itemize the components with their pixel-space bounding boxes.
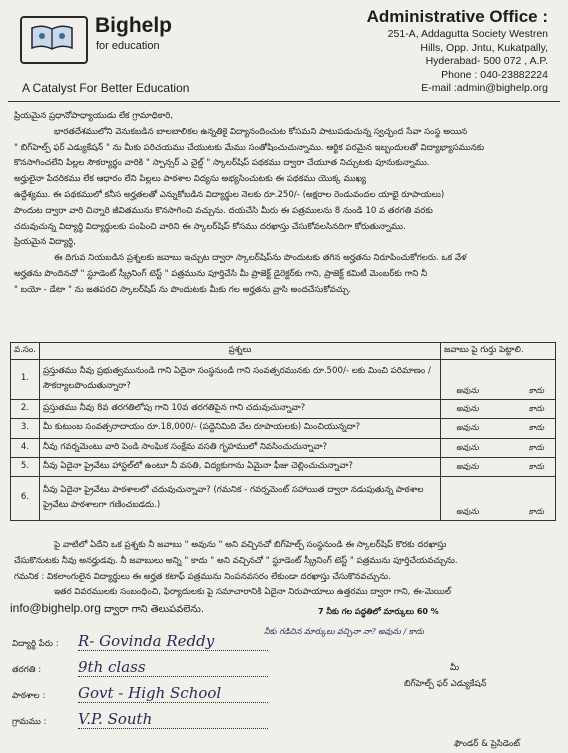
village-row [12, 712, 292, 738]
sign-organisation: బిగ్‌హెల్ప్ ఫర్ ఎడ్యుకేషన్ [404, 679, 487, 689]
header-divider [8, 101, 560, 102]
letter-body [14, 109, 554, 299]
answer-yes-option[interactable]: అవును [456, 403, 479, 413]
question-text: నీవు ఏదైనా ప్రైవేటు హాస్టల్‌లో ఉంటూ నీ వసతి, విద్యకుగాను ఏమైనా ఫీజు చెల్లించుచున్నావా? [40, 457, 441, 476]
contact-line-rest: ద్వారా గాని తెలుపవలెను. [100, 604, 205, 615]
office-line: 251-A, Addagutta Society Westren [387, 28, 548, 40]
salutation-headmaster: ప్రియమైన ప్రధానోపాధ్యాయుడు లేక గ్రామాధికారి, [14, 111, 174, 121]
class-row [12, 660, 292, 686]
column-header-number: వ.సం. [11, 343, 40, 360]
paragraph-line: అర్హులైనా పేదరికము లేక ఆధారం లేని పిల్లలు పాఠశాల విద్యను అభ్యసించుటకు ఈ పథకము యొక్క ముఖ్య [14, 174, 366, 185]
paragraph-line: " బయో - డేటా " ను జతపరచి స్కాలర్‌షిప్ ను పొందుటకు మీకు గల అర్హతను వ్రాసి అందచేసుకోవచ్చు. [14, 284, 352, 295]
tagline: A Catalyst For Better Education [22, 81, 190, 95]
answer-yes-option[interactable]: అవును [456, 386, 479, 395]
brand-name: Bighelp [95, 14, 172, 37]
answer-no-option[interactable]: కాదు [528, 461, 544, 471]
question-text: నీవు గవర్నమెంటు వారి పెండి సాంఘిక సంక్షేమ వసతి గృహములో నివసించుచున్నావా? [40, 438, 441, 457]
paragraph-line: ఉద్దేశ్యము. ఈ పథకములో కనీస అర్హతలతో ఎన్నుకోబడిన విద్యార్థుల నెలకు రూ.250/- (అక్షరాల రెండువందల యాభై రూపాయలు) [14, 189, 445, 200]
row-number: 4. [11, 438, 40, 457]
question-text: ప్రస్తుతము నీవు 8వ తరగతిలోపు గాని 10వ తరగతిపైన గాని చదువుచున్నావా? [40, 399, 441, 418]
answer-yes-option[interactable]: అవును [456, 423, 479, 433]
answer-no-option[interactable]: కాదు [528, 423, 544, 433]
row-number: 3. [11, 418, 40, 438]
question-text: ప్రస్తుతము నీవు ప్రభుత్వమునుండి గాని ఏదైనా సంస్థనుండి గాని సంవత్సరమునకు రూ.500/- లకు మించి పరిమాణం / సౌకర్యాలపొందుతున్నారా? [40, 359, 441, 399]
contact-line [10, 601, 204, 618]
question-text: నీవు ఏదైనా ప్రైవేటు పాఠశాలలో చదువుచున్నావా? (గమనిక - గవర్నమెంట్ సహాయిత ద్వారా నడుపుతున్న పాఠశాల ప్రైవేటు పాఠశాలగా గణించబడదు.) [40, 476, 441, 520]
answer-no-option[interactable]: కాదు [528, 507, 544, 516]
paragraph-line: ఈ దిగువ నియబడిన ప్రశ్నలకు జవాబు ఇచ్చుట ద్వారా స్కాలర్‌షిప్‌ను పొందుటకు తగిన అర్హతను నిరూపించుకోగలరు. ఒక వేళ [54, 253, 467, 264]
answer-no-option[interactable]: కాదు [528, 442, 544, 452]
student-details [12, 634, 292, 738]
book-logo-icon [30, 24, 74, 50]
sign-role: ఫౌండర్ & ప్రెసిడెంట్ [454, 739, 520, 749]
paragraph-line: కొనసాగించలేని పిల్లల సౌకర్యార్థం వారికి " స్పాన్సర్ ఎ చైల్డ్ " స్కాలర్‌షిప్ పథకము ద్వారా చేయూత నిచ్చుటకు పూనుకున్నాము. [14, 158, 430, 169]
table-row [11, 399, 556, 418]
table-row [11, 359, 556, 399]
row-number: 1. [11, 359, 40, 399]
field-label: గ్రామము : [12, 717, 47, 727]
answer-yes-option[interactable]: అవును [456, 461, 479, 471]
table-row [11, 476, 556, 520]
school-row [12, 686, 292, 712]
class-value[interactable]: 9th class [78, 660, 268, 677]
office-title: Administrative Office : [366, 7, 548, 26]
marks-question: నీకు గడిచిన మార్కులు వచ్చినా నా? అవును / కాదు [264, 627, 425, 636]
paragraph-line: పొందుట ద్వారా వారి చిన్నారి జీవితమును కొనసాగించి వచ్చును. దయచేసి మీరు ఈ పత్రములను 8 నుండి 10 వ తరగతి వరకు [14, 205, 433, 216]
answer-no-option[interactable]: కాదు [528, 403, 544, 413]
marks-note: 7 నీకు గల పద్ధతిలో మార్కులు 60 % [318, 607, 439, 616]
sign-yours: మీ [450, 663, 460, 673]
office-line: Hyderabad- 500 072 , A.P. [425, 55, 548, 67]
field-label: తరగతి : [12, 665, 42, 675]
student-name-row [12, 634, 292, 660]
answer-yes-option[interactable]: అవును [456, 507, 479, 516]
answer-no-option[interactable]: కాదు [528, 386, 544, 395]
row-number: 2. [11, 399, 40, 418]
eligibility-table [10, 342, 556, 521]
instruction-line: పై వాటిలో ఏదేని ఒక ప్రశ్నకు నీ జవాబు " అవును " అని వచ్చినచో బిగ్‌హెల్ప్ సంస్థనుండి ఈ స్కాలర్‌షిప్ కొరకు దరఖాస్తు [54, 540, 447, 550]
office-email: E-mail :admin@bighelp.org [421, 82, 548, 94]
salutation-student: ప్రియమైన విద్యార్థి, [14, 237, 76, 248]
note-line: గమనిక : వికలాంగులైన విద్యార్థులు ఈ అర్హత కటాఫ్ పత్రమును నింపనవసరం లేకుండా దరఖాస్తు చేసుకొనవచ్చును. [14, 571, 391, 582]
table-row [11, 457, 556, 476]
instructions-block [14, 538, 554, 601]
office-phone: Phone : 040-23882224 [441, 68, 548, 81]
office-line: Hills, Opp. Jntu, Kukatpally, [420, 41, 548, 54]
office-address [367, 6, 548, 96]
student-name-value[interactable]: R- Govinda Reddy [78, 634, 268, 651]
table-row [11, 438, 556, 457]
field-label: పాఠశాల : [12, 691, 46, 701]
field-label: విద్యార్థి పేరు : [12, 639, 59, 649]
column-header-questions: ప్రశ్నలు [40, 343, 441, 360]
brand-subtitle: for education [96, 40, 160, 52]
paragraph-line: భారతదేశములోని వెనుకబడిన బాలబాలికల ఉన్నతికై విద్యానందించుట కోసమని పాటుపడుచున్న స్వచ్ఛంద సేవా సంస్థ అయిన [54, 126, 468, 137]
column-header-answer: జవాబు పై గుర్తు పెట్టాలి. [441, 343, 556, 360]
row-number: 5. [11, 457, 40, 476]
row-number: 6. [11, 476, 40, 520]
instruction-line: ఇతర వివరములకు సంబంధించి, ఫిర్యాదులకు పై సమాచారానికి ఏదైనా నిరుపాయాలు ఉత్తరము ద్వారా గాని, ఈ-మెయిల్ [54, 587, 451, 598]
paragraph-line: అర్హతను పొందినచో " స్టూడెంట్ స్క్రీనింగ్ టెస్ట్ " పత్రమును పూర్తిచేసి మీ ప్రాజెక్ట్ డైరెక్టర్‌కు గాని, ప్రాజెక్ట్ కమిటీ మెంబర్‌కు గాని నీ [14, 268, 428, 279]
instruction-line: చేసుకొనుటకు నీవు అనర్హుడవు. నీ జవాబులు అన్ని " కాదు " అని వచ్చినచో " స్టూడెంట్ స్క్రీనింగ్ టెస్ట్ " పత్రమును పూర్తిచేయవచ్చును. [14, 555, 458, 566]
table-row [11, 418, 556, 438]
question-text: మీ కుటుంబ సంవత్సరాదాయం రూ.18,000/- (పద్దెనిమిది వేల రూపాయలకు) మించియున్నదా? [40, 418, 441, 438]
contact-email-link[interactable]: info@bighelp.org [10, 601, 101, 615]
village-value[interactable]: V.P. South [78, 712, 268, 729]
paragraph-line: చదువుచున్న విద్యార్థి విద్యార్థులకు పంపించి వారిని ఈ స్కాలర్‌షిప్ కోసము దరఖాస్తు చేసుకోవలసినదిగా కోరుతున్నాము. [14, 221, 406, 232]
school-value[interactable]: Govt - High School [78, 686, 268, 703]
answer-yes-option[interactable]: అవును [456, 442, 479, 452]
paragraph-line: " బిగ్‌హెల్ప్ ఫర్ ఎడ్యుకేషన్ " ను మీకు పరిచయము చేయుటకు మేము సంతోషించుచున్నాము. ఆర్థిక పరమైన ఇబ్బందులతో విద్యాభ్యాసమునకు [14, 142, 485, 153]
